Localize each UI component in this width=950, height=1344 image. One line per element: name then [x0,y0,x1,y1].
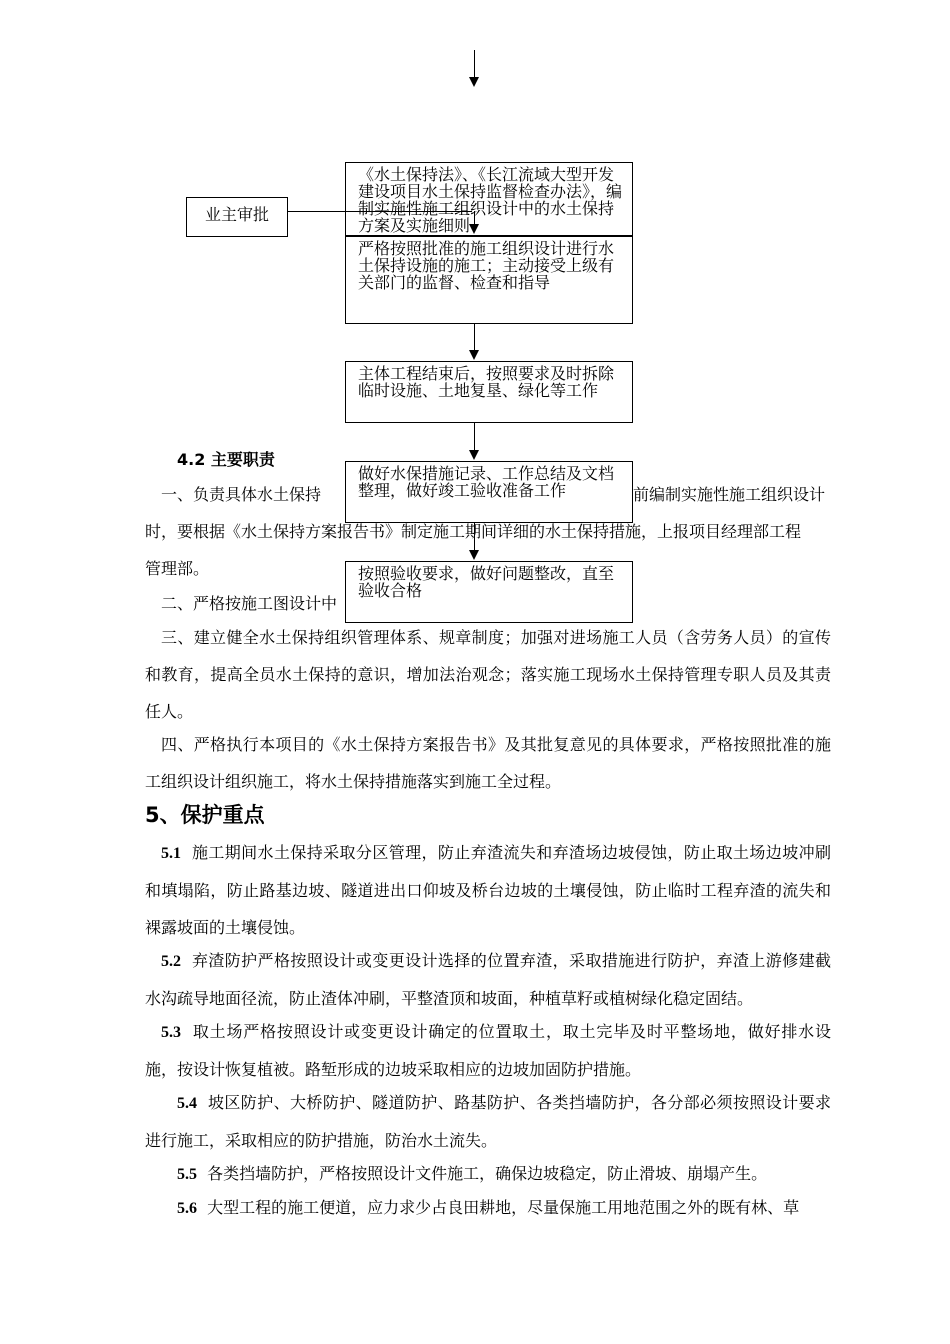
owner-approval-box [186,197,288,237]
flow-step-2-text: 严格按照批准的施工组织设计进行水土保持设施的施工；主动接受上级有关部门的监督、检查和指导 [358,239,615,292]
item-5-4-text: 坡区防护、大桥防护、隧道防护、路基防护、各类挡墙防护，各分部必须按照设计要求进行施工，采取相应的防护措施，防治水土流失。 [145,1093,831,1150]
item-5-2 [145,942,831,1017]
item-5-6-number: 5.6 [177,1200,197,1217]
item-5-3-number: 5.3 [161,1024,181,1041]
item-5-1-number: 5.1 [161,845,181,862]
paragraph-1-line-1-left: 一、负责具体水土保持 [161,485,322,504]
owner-approval-label: 业主审批 [204,205,269,224]
top-connector-line [474,50,475,78]
paragraph-1-line-1-right: 前编制实施性施工组织设计 [633,485,826,504]
connector-line-3 [474,423,475,451]
paragraph-1-line-3: 管理部。 [145,559,210,578]
item-5-5-number: 5.5 [177,1166,197,1183]
item-5-6 [145,1189,831,1227]
paragraph-1-line-2: 时，要根据《水土保持方案报告书》制定施工期间详细的水土保持措施，上报项目经理部工程 [145,522,802,541]
item-5-3 [145,1013,831,1088]
flow-step-2 [345,236,633,324]
item-5-3-text: 取土场严格按照设计或变更设计确定的位置取土，取土完毕及时平整场地，做好排水设施，按设计恢复植被。路堑形成的边坡采取相应的边坡加固防护措施。 [145,1022,831,1079]
item-5-2-number: 5.2 [161,953,181,970]
item-5-6-text: 大型工程的施工便道，应力求少占良田耕地，尽量保施工用地范围之外的既有林、草 [207,1198,800,1217]
paragraph-4: 四、严格执行本项目的《水土保持方案报告书》及其批复意见的具体要求，严格按照批准的施工组织设计组织施工，将水土保持措施落实到施工全过程。 [145,735,831,791]
item-5-5 [145,1155,831,1193]
flow-step-3-text: 主体工程结束后，按照要求及时拆除临时设施、土地复垦、绿化等工作 [358,364,615,400]
item-5-2-text: 弃渣防护严格按照设计或变更设计选择的位置弃渣，采取措施进行防护，弃渣上游修建截水沟疏导地面径流，防止渣体冲刷，平整渣顶和坡面，种植草籽或植树绿化稳定固结。 [145,951,831,1008]
flow-step-5-text: 按照验收要求，做好问题整改，直至验收合格 [358,564,615,600]
section-5-heading: 5、保护重点 [145,803,265,827]
connector-line-2 [474,323,475,351]
item-5-4-number: 5.4 [177,1095,197,1112]
flow-step-1-text: 《水土保持法》、《长江流域大型开发建设项目水土保持监督检查办法》，编制实施性施工组织设计中的水土保持方案及实施细则 [358,165,623,235]
flow-step-4-text: 做好水保措施记录、工作总结及文档整理，做好竣工验收准备工作 [358,464,615,500]
item-5-1-text: 施工期间水土保持采取分区管理，防止弃渣流失和弃渣场边坡侵蚀，防止取土场边坡冲刷和填塌陷，防止路基边坡、隧道进出口仰坡及桥台边坡的土壤侵蚀，防止临时工程弃渣的流失和裸露坡面的土壤侵蚀。 [145,843,831,937]
item-5-1 [145,834,831,946]
arrow-3 [469,450,479,460]
item-5-5-text: 各类挡墙防护，严格按照设计文件施工，确保边坡稳定，防止滑坡、崩塌产生。 [207,1164,768,1183]
flow-step-3 [345,361,633,423]
paragraph-3: 三、建立健全水土保持组织管理体系、规章制度；加强对进场施工人员（含劳务人员）的宣传和教育，提高全员水土保持的意识，增加法治观念；落实施工现场水土保持管理专职人员及其责任人。 [145,628,831,721]
top-arrow [469,77,479,87]
paragraph-2: 二、严格按施工图设计中 [161,594,338,613]
item-5-4 [145,1084,831,1159]
arrow-2 [469,350,479,360]
section-4-2-heading: 4.2 主要职责 [177,450,275,469]
flow-step-1 [345,162,633,236]
